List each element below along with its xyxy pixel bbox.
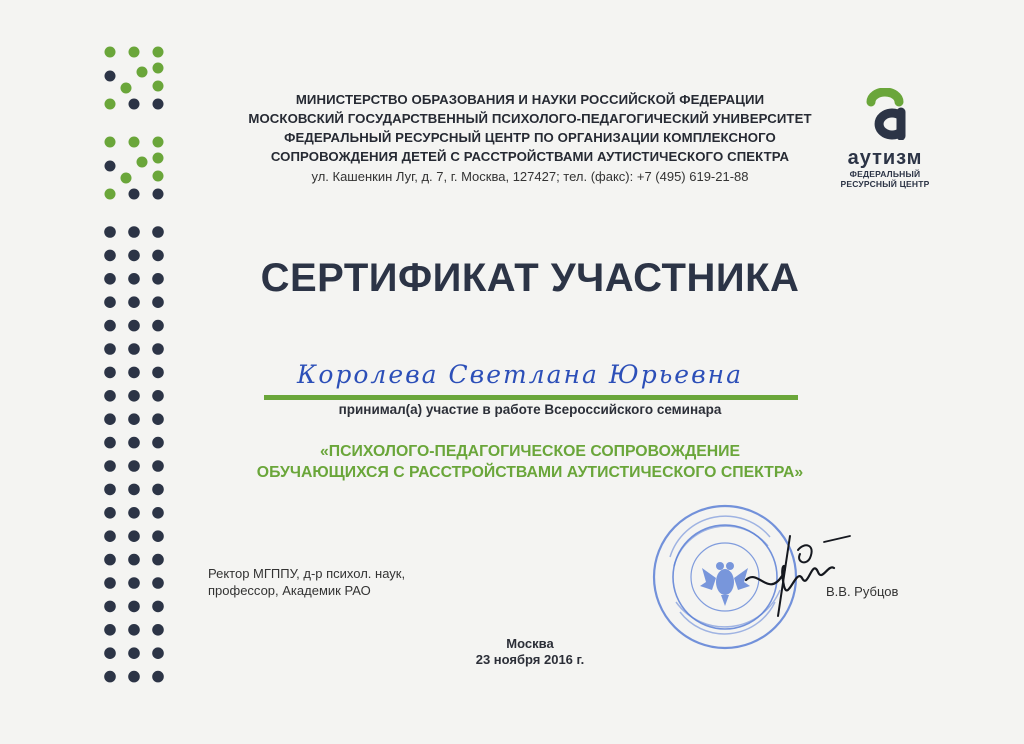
decorative-dot	[104, 390, 116, 402]
decorative-dot	[152, 437, 164, 449]
signatory-position	[208, 565, 405, 599]
header-line-center: ФЕДЕРАЛЬНЫЙ РЕСУРСНЫЙ ЦЕНТР ПО ОРГАНИЗАЦИИ КОМПЛЕКСНОГО	[284, 130, 776, 145]
decorative-dot	[152, 343, 164, 355]
decorative-dot	[152, 624, 164, 636]
header-line-center-cont: СОПРОВОЖДЕНИЯ ДЕТЕЙ С РАССТРОЙСТВАМИ АУТИСТИЧЕСКОГО СПЕКТРА	[270, 149, 790, 164]
decorative-dot	[128, 647, 140, 659]
logo-subtitle-1: ФЕДЕРАЛЬНЫЙ	[849, 169, 921, 179]
decorative-dot	[104, 413, 116, 425]
decorative-dot	[152, 647, 164, 659]
signatory-name: В.В. Рубцов	[826, 584, 899, 599]
header-line-university: МОСКОВСКИЙ ГОСУДАРСТВЕННЫЙ ПСИХОЛОГО-ПЕДАГОГИЧЕСКИЙ УНИВЕРСИТЕТ	[248, 111, 812, 126]
decorative-dot	[152, 507, 164, 519]
decorative-dot	[128, 273, 140, 285]
signatory-position-line-2: профессор, Академик РАО	[208, 583, 371, 598]
decorative-dot	[128, 320, 140, 332]
decorative-dot	[152, 273, 164, 285]
decorative-dot	[152, 367, 164, 379]
decorative-dot	[152, 413, 164, 425]
decorative-dot	[128, 343, 140, 355]
decorative-dot	[128, 250, 140, 262]
decorative-dot	[128, 296, 140, 308]
logo-word: аутизм	[847, 147, 923, 169]
issue-place-date	[400, 636, 660, 668]
decorative-dot	[152, 250, 164, 262]
decorative-dot	[104, 273, 116, 285]
header-line-ministry: МИНИСТЕРСТВО ОБРАЗОВАНИЯ И НАУКИ РОССИЙСКОЙ ФЕДЕРАЦИИ	[295, 92, 765, 107]
decorative-dot	[104, 554, 116, 566]
decorative-dot	[128, 226, 140, 238]
decorative-dot	[104, 367, 116, 379]
dot-grid	[104, 226, 164, 682]
decorative-dot	[128, 390, 140, 402]
decorative-dot	[104, 320, 116, 332]
decorative-dot	[128, 554, 140, 566]
decorative-dot	[152, 554, 164, 566]
decorative-dot	[128, 437, 140, 449]
certificate-title: СЕРТИФИКАТ УЧАСТНИКА	[260, 256, 800, 300]
signatory-position-line-1: Ректор МГППУ, д-р психол. наук,	[208, 566, 406, 581]
decorative-dot	[104, 484, 116, 496]
decorative-dot	[104, 296, 116, 308]
name-underline	[264, 395, 798, 400]
decorative-dot	[128, 507, 140, 519]
autism-center-logo	[830, 88, 940, 188]
logo-subtitle-2: РЕСУРСНЫЙ ЦЕНТР	[840, 179, 930, 189]
arrow-icon	[105, 137, 164, 200]
decorative-dot	[152, 530, 164, 542]
decorative-dot	[104, 250, 116, 262]
decorative-dot	[128, 367, 140, 379]
decorative-dot	[104, 226, 116, 238]
decorative-dot	[152, 671, 164, 683]
decorative-dot	[104, 343, 116, 355]
decorative-dot	[152, 390, 164, 402]
decorative-dot	[104, 437, 116, 449]
decorative-dot	[152, 460, 164, 472]
issuer-address: ул. Кашенкин Луг, д. 7, г. Москва, 127427; тел. (факс): +7 (495) 619-21-88	[311, 169, 749, 184]
seminar-title-line-1: «ПСИХОЛОГО-ПЕДАГОГИЧЕСКОЕ СОПРОВОЖДЕНИЕ	[319, 443, 741, 460]
decorative-dot	[152, 296, 164, 308]
participant-name: Королева Светлана Юрьевна	[296, 360, 744, 389]
decorative-dot	[128, 624, 140, 636]
decorative-dot	[104, 601, 116, 613]
decorative-dot	[128, 601, 140, 613]
decorative-dot	[104, 460, 116, 472]
arrow-icon	[105, 47, 164, 110]
issue-place: Москва	[506, 636, 554, 651]
participation-text: принимал(а) участие в работе Всероссийского семинара	[338, 402, 722, 417]
decorative-dot-strip	[96, 44, 176, 694]
decorative-dot	[128, 671, 140, 683]
decorative-dot	[128, 530, 140, 542]
decorative-dot	[128, 460, 140, 472]
decorative-dot	[104, 577, 116, 589]
decorative-dot	[152, 601, 164, 613]
decorative-dot	[152, 484, 164, 496]
issuer-header	[240, 90, 820, 187]
seminar-title-line-2: ОБУЧАЮЩИХСЯ С РАССТРОЙСТВАМИ АУТИСТИЧЕСКОГО СПЕКТРА»	[256, 464, 804, 481]
decorative-dot	[152, 226, 164, 238]
decorative-dot	[104, 507, 116, 519]
decorative-dot	[128, 484, 140, 496]
decorative-dot	[152, 577, 164, 589]
handwritten-signature	[738, 528, 858, 620]
decorative-dot	[128, 577, 140, 589]
decorative-dot	[104, 530, 116, 542]
decorative-dot	[104, 671, 116, 683]
decorative-dot	[104, 624, 116, 636]
seminar-title	[240, 441, 820, 483]
decorative-dot	[104, 647, 116, 659]
autism-logo-icon	[857, 88, 913, 140]
decorative-dot	[152, 320, 164, 332]
issue-date: 23 ноября 2016 г.	[475, 652, 585, 667]
decorative-dot	[128, 413, 140, 425]
